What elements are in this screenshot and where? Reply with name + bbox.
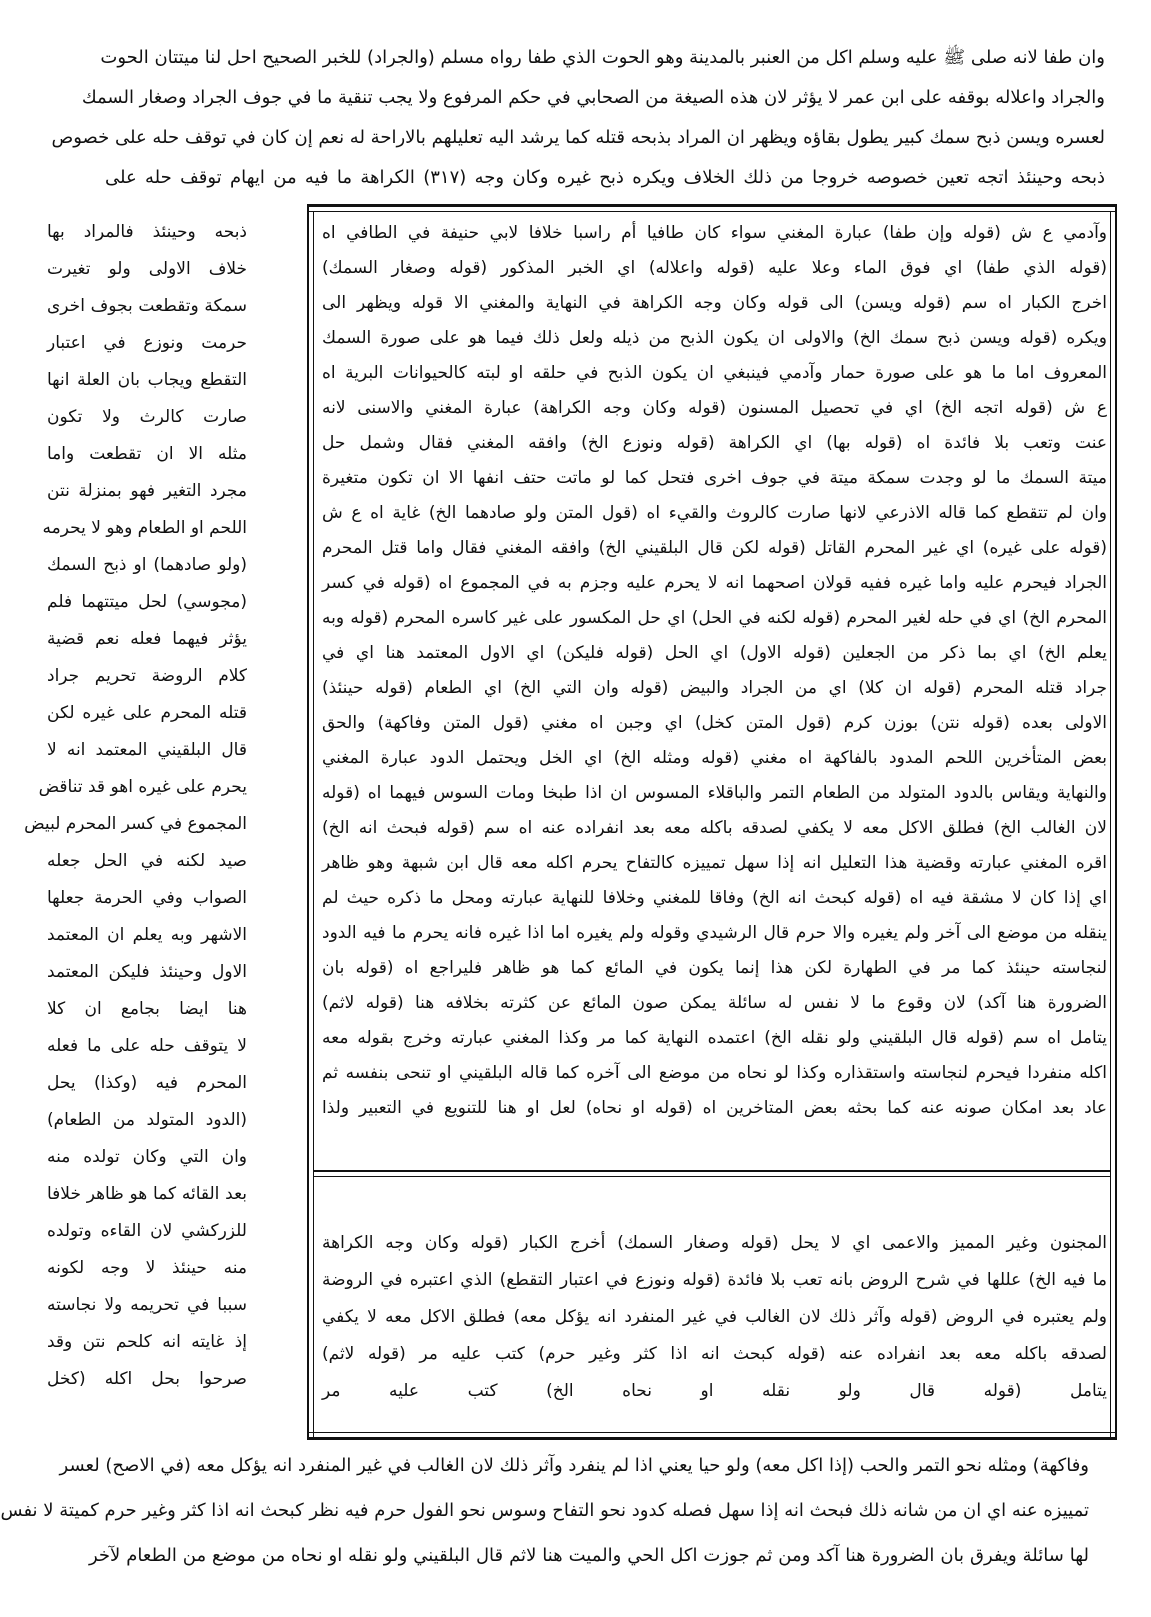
text-line: يتامل (قوله قال ولو نقله او نحاه الخ) كتب عليه مر bbox=[322, 1381, 1107, 1401]
text-line: لان الغالب الخ) فطلق الاكل معه لا يكفي لصدقه باكله معه بعد انفراده عنه اه سم (قوله فبحث انه الخ) bbox=[322, 818, 1107, 838]
frame-left-rule-thin bbox=[313, 211, 314, 1439]
text-line: المجنون وغير المميز والاعمى اي لا يحل (قوله وصغار السمك) أخرج الكبار (قوله وكان وجه الكراهة bbox=[322, 1233, 1107, 1253]
text-line: (قوله الذي طفا) اي فوق الماء وعلا عليه (قوله واعلاله) اي الخبر المذكور (قوله وصغار السمك) bbox=[322, 258, 1107, 278]
text-line: وان التي وكان تولده منه bbox=[47, 1147, 247, 1167]
text-line: يعلم الخ) اي بما ذكر من الجعلين (قوله الاول) اي الحل (قوله فليكن) اي الاول المعتمد هنا اي في bbox=[322, 643, 1107, 663]
text-line: التقطع ويجاب بان العلة انها bbox=[47, 370, 247, 390]
text-line: (قوله على غيره) اي غير المحرم القاتل (قوله لكن قال البلقيني الخ) وافقه المغني فقال واما قتل المحرم bbox=[322, 538, 1107, 558]
text-line: ع ش (قوله اتجه الخ) اي في تحصيل المسنون (قوله وكان وجه الكراهة) عبارة المغني والاسنى لانه bbox=[322, 398, 1107, 418]
text-line: لا يتوقف حله على ما فعله bbox=[47, 1036, 247, 1056]
text-line: المجموع في كسر المحرم لبيض bbox=[24, 814, 247, 834]
text-line: مثله الا ان تقطعت واما bbox=[47, 444, 247, 464]
text-line: الاولى بعده (قوله نتن) بوزن كرم (قول المتن كخل) اي وجبن اه مغني (قول المتن وفاكهة) والحق bbox=[322, 713, 1107, 733]
text-line: سببا في تحريمه ولا نجاسته bbox=[47, 1295, 247, 1315]
text-line: المعروف اما ما هو على صورة حمار وآدمي فينبغي ان يكون الذبح في حلقه او لبته كالحيوانات البرية اه bbox=[322, 363, 1107, 383]
frame-left-rule bbox=[307, 204, 309, 1439]
text-line: يؤثر فيهما فعله نعم قضية bbox=[47, 629, 247, 649]
text-line: صرحوا بحل اكله (كخل bbox=[47, 1369, 247, 1389]
text-line: اقره المغني عبارته وقضية هذا التعليل انه إذا سهل تمييزه كالتفاح يحرم اكله معه قال ابن شبهة وهو ظاهر bbox=[322, 853, 1107, 873]
text-line: ذبحه وحينئذ فالمراد بها bbox=[47, 222, 247, 242]
text-line: لها سائلة ويفرق بان الضرورة هنا آكد ومن ثم جوزت اكل الحي والميت هنا لاثم قال البلقيني ولو نقله او نحاه من موضع من الطعام لآخر bbox=[89, 1545, 1089, 1566]
text-line: المحرم الخ) اي في حله لغير المحرم (قوله لكنه في الحل) اي حل المكسور على غير كاسره المحرم (قوله وبه bbox=[322, 608, 1107, 628]
frame-right-rule-thin bbox=[1110, 211, 1111, 1439]
text-line: قال البلقيني المعتمد انه لا bbox=[47, 740, 247, 760]
box-divider-rule bbox=[313, 1170, 1111, 1172]
text-line: والجراد واعلاله بوقفه على ابن عمر لا يؤثر لان هذه الصيغة من الصحابي في حكم المرفوع ولا يجب تنقية ما في جوف الجراد وصغار السمك bbox=[81, 87, 1105, 108]
text-line: وآدمي ع ش (قوله وإن طفا) عبارة المغني سواء كان طافيا أم راسبا خلافا لابي حنيفة في الطافي اه bbox=[322, 223, 1107, 243]
frame-top-rule-thin bbox=[307, 211, 1117, 212]
text-line: الضرورة هنا آكد) لان وقوع ما لا نفس له سائلة يمكن صون المائع عن كثرته بخلافه هنا (قوله لاثم) bbox=[322, 993, 1107, 1013]
text-line: تمييزه عنه اي ان من شانه ذلك فبحث انه إذا سهل فصله كدود نحو التفاح وسوس نحو الفول حرم فيه نظر كبحث انه اذا كثر وغير حرم كميتة لا نفس bbox=[0, 1500, 1089, 1521]
text-line: (ولو صادهما) او ذبح السمك bbox=[47, 555, 247, 575]
text-line: ميتة السمك ما لو وجدت سمكة ميتة في جوف اخرى فتحل كما لو ماتت حتف انفها الا ان تكون متغيرة bbox=[322, 468, 1107, 488]
frame-bottom-rule bbox=[307, 1437, 1117, 1440]
text-line: كلام الروضة تحريم جراد bbox=[47, 666, 247, 686]
text-line: اكله منفردا فيحرم لنجاسته واستقذاره وكذا لو نحاه من موضع الى آخره كما قاله البلقيني او تنحى بنفسه ثم bbox=[322, 1063, 1107, 1083]
text-line: والنهاية ويقاس بالدود المتولد من الطعام التمر والباقلاء المسوس ان اذا طبخا ومات السوس فيهما اه (قوله bbox=[322, 783, 1107, 803]
text-line: قتله المحرم على غيره لكن bbox=[47, 703, 247, 723]
text-line: منه حينئذ لا وجه لكونه bbox=[47, 1258, 247, 1278]
text-line: (مجوسي) لحل ميتتهما فلم bbox=[47, 592, 247, 612]
text-line: اي إذا كان لا مشقة فيه اه (قوله كبحث انه الخ) وفاقا للمغني وخلافا للنهاية عبارته ومحل ما ذكره حيث لم bbox=[322, 888, 1107, 908]
text-line: بعد القائه كما هو ظاهر خلافا bbox=[47, 1184, 247, 1204]
text-line: ينقله من موضع الى آخر ولم يغيره والا حرم قال الرشيدي وقوله ولم يغيره اما اذا غيره فانه يحرم ما فيه الدود bbox=[322, 923, 1107, 943]
text-line: يتامل اه سم (قوله قال البلقيني ولو نقله الخ) اعتمده النهاية كما مر وكذا المغني عبارته وخرج بقوله معه bbox=[322, 1028, 1107, 1048]
text-line: ما فيه الخ) عللها في شرح الروض بانه تعب بلا فائدة (قوله ونوزع في اعتبار التقطع) الذي اعتبره في الروضة bbox=[322, 1270, 1107, 1290]
text-line: بعض المتأخرين اللحم المدود بالفاكهة اه مغني (قوله ومثله الخ) اي الخل ويحتمل الدود عبارة المغني bbox=[322, 748, 1107, 768]
text-line: صيد لكنه في الحل جعله bbox=[47, 851, 247, 871]
text-line: لنجاسته حينئذ كما مر في الطهارة لكن هذا إنما يكون في المائع كما هو ظاهر فليراجع اه (قوله بان bbox=[322, 958, 1107, 978]
text-line: الصواب وفي الحرمة جعلها bbox=[47, 888, 247, 908]
text-line: حرمت ونوزع في اعتبار bbox=[47, 333, 247, 353]
text-line: صارت كالرث ولا تكون bbox=[47, 407, 247, 427]
text-line: خلاف الاولى ولو تغيرت bbox=[47, 259, 247, 279]
text-line: ويكره (قوله ويسن ذبح سمك الخ) والاولى ان يكون الذبح من ذيله ولعل ذلك فيما هو على صورة السمك bbox=[322, 328, 1107, 348]
text-line: (الدود المتولد من الطعام) bbox=[47, 1110, 247, 1130]
text-line: لصدقه باكله معه بعد انفراده عنه (قوله كبحث انه اذا كثر وغير حرم) كتب عليه مر (قوله لاثم) bbox=[322, 1344, 1107, 1364]
text-line: إذ غايته انه كلحم نتن وقد bbox=[47, 1332, 247, 1352]
text-line: الاول وحينئذ فليكن المعتمد bbox=[47, 962, 247, 982]
text-line: عاد بعد امكان صونه عنه كما بحثه بعض المتاخرين اه (قوله او نحاه) لعل او هنا للتنويع في التعبير ولذا bbox=[322, 1098, 1107, 1118]
frame-right-rule bbox=[1115, 204, 1117, 1439]
text-line: يحرم على غيره اهو قد تناقض bbox=[38, 777, 247, 797]
text-line: وان لم تتقطع كما قاله الاذرعي لانها صارت كالروث والقيء اه (قول المتن ولو صادهما الخ) غاية اه ع ش bbox=[322, 503, 1107, 523]
text-line: ولم يعتبره في الروض (قوله وآثر ذلك لان الغالب في غير المنفرد انه يؤكل معه) فطلق الاكل معه لا يكفي bbox=[322, 1307, 1107, 1327]
text-line: اللحم او الطعام وهو لا يحرمه bbox=[42, 518, 247, 538]
text-line: وفاكهة) ومثله نحو التمر والحب (إذا اكل معه) ولو حيا يعني اذا لم ينفرد وآثر ذلك لان الغالب في غير المنفرد انه يؤكل معه (في الاصح) لعسر bbox=[59, 1455, 1089, 1476]
frame-bottom-rule-thin bbox=[307, 1432, 1117, 1433]
text-line: اخرج الكبار اه سم (قوله ويسن) الى قوله وكان وجه الكراهة في النهاية والمغني الا قوله ويظهر الى bbox=[322, 293, 1107, 313]
text-line: لعسره ويسن ذبح سمك كبير يطول بقاؤه ويظهر ان المراد بذبحه قتله كما يرشد اليه تعليلهم بالاراحة له نعم إن كان في توقف حله على خصوص bbox=[51, 127, 1105, 148]
box-divider-rule-thin bbox=[313, 1176, 1111, 1177]
text-line: عنت وتعب بلا فائدة اه (قوله بها) اي الكراهة (قوله ونوزع الخ) وافقه المغني فقال وشمل حل bbox=[322, 433, 1107, 453]
text-line: وان طفا لانه صلى ﷺ عليه وسلم اكل من العنبر بالمدينة وهو الحوت الذي طفا رواه مسلم (والجراد) للخبر الصحيح احل لنا ميتتان الحوت bbox=[100, 47, 1105, 68]
text-line: للزركشي لان القاءه وتولده bbox=[47, 1221, 247, 1241]
text-line: سمكة وتقطعت بجوف اخرى bbox=[47, 296, 247, 316]
text-line: جراد قتله المحرم (قوله ان كلا) اي من الجراد والبيض (قوله وان التي الخ) اي الطعام (قوله حينئذ) bbox=[322, 678, 1107, 698]
text-line: هنا ايضا بجامع ان كلا bbox=[47, 999, 247, 1019]
frame-top-rule bbox=[307, 204, 1117, 207]
text-line: ذبحه وحينئذ اتجه تعين خصوصه خروجا من ذلك الخلاف ويكره ذبح غيره وكان وجه (٣١٧) الكراهة ما فيه من ايهام توقف حله على bbox=[105, 167, 1106, 188]
text-line: المحرم فيه (وكذا) يحل bbox=[47, 1073, 247, 1093]
text-line: مجرد التغير فهو بمنزلة نتن bbox=[47, 481, 247, 501]
text-line: الجراد فيحرم عليه واما غيره ففيه قولان اصحهما انه لا يحرم عليه وجزم به في المجموع اه (قوله في كسر bbox=[322, 573, 1107, 593]
text-line: الاشهر وبه يعلم ان المعتمد bbox=[47, 925, 247, 945]
